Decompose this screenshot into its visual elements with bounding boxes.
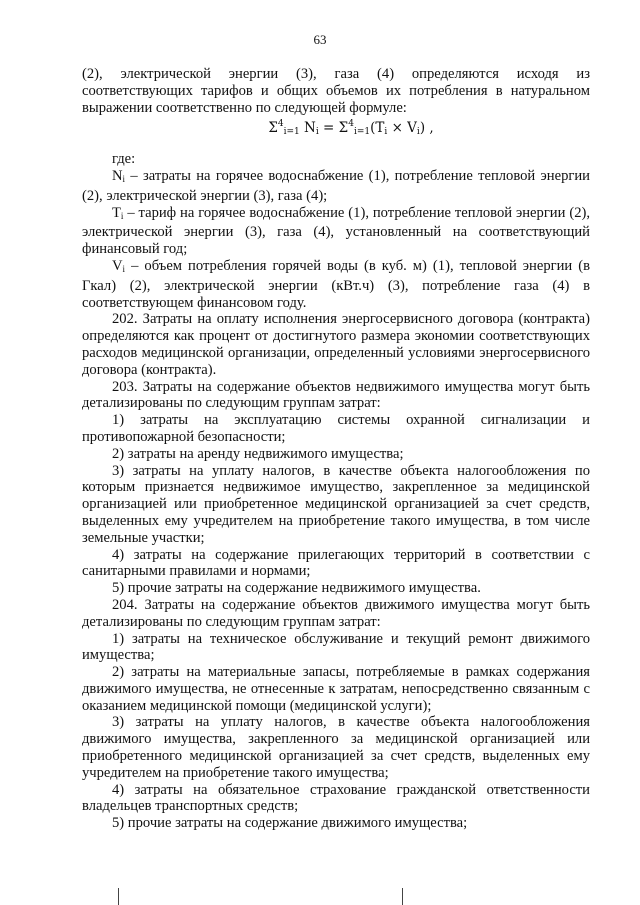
formula-lower-right: i=1 (353, 127, 371, 138)
def-n-idx: i (122, 173, 126, 184)
formula-n: N (304, 120, 316, 137)
paragraph-203-item-3: 3) затраты на уплату налогов, в качестве объекта налогообложения по которым признается недвижимое имущество, закрепленное за медицинской организацией или приобретенное медицинской организацией за счет средств, выделенных ему учредителем на приобретение такого имущества, в том числе земельные участки; (82, 462, 590, 546)
formula-open: (T (370, 120, 385, 137)
paragraph-203-item-4: 4) затраты на содержание прилегающих территорий в соответствии с санитарными правилами и нормами; (82, 546, 590, 580)
paragraph-204: 204. Затраты на содержание объектов движимого имущества могут быть детализированы по следующим группам затрат: (82, 596, 590, 630)
paragraph-204-item-4: 4) затраты на обязательное страхование гражданской ответственности владельцев транспортных средств; (82, 781, 590, 815)
def-t-var: T (112, 204, 121, 221)
paragraph-203-item-2: 2) затраты на аренду недвижимого имущества; (112, 445, 404, 462)
scan-edge-mark-left (118, 888, 119, 905)
paragraph-204-item-1: 1) затраты на техническое обслуживание и текущий ремонт движимого имущества; (82, 630, 590, 664)
formula-v: V (407, 120, 417, 137)
def-n-var: N (112, 167, 123, 184)
formula (82, 116, 590, 141)
paragraph-203-item-1: 1) затраты на эксплуатацию системы охранной сигнализации и противопожарной безопасности; (82, 412, 590, 445)
page-number: 63 (313, 32, 327, 47)
formula-t-idx: i (384, 127, 388, 138)
formula-upper-left: 4 (277, 119, 284, 130)
def-t-text: – тариф на горячее водоснабжение (1), потребление тепловой энергии (2), электрической энергии (3), газа (4), установленный на соответствующий финансовый год; (82, 204, 590, 258)
paragraph-202: 202. Затраты на оплату исполнения энергосервисного договора (контракта) определяются как процент от достигнутого размера экономии соответствующих расходов медицинской организации, определенный условиями энергосервисного договора (контракта). (82, 311, 590, 378)
formula-sigma-right: Σ (338, 120, 349, 137)
scan-edge-mark-right (402, 888, 403, 905)
definition-n (82, 168, 590, 205)
definition-v (82, 258, 590, 311)
paragraph-204-item-5: 5) прочие затраты на содержание движимого имущества; (112, 815, 468, 832)
formula-eq: = (323, 120, 335, 137)
definition-t (82, 205, 590, 258)
formula-times: × (391, 120, 403, 137)
def-v-var: V (112, 257, 123, 274)
formula-v-idx: i (416, 127, 420, 138)
formula-n-idx: i (315, 127, 319, 138)
formula-sigma-left: Σ (268, 120, 278, 137)
paragraph-204-item-2: 2) затраты на материальные запасы, потребляемые в рамках содержания движимого имущества, не отнесенные к затратам, непосредственно связанным с оказанием медицинской помощи (медицинской услуги); (82, 664, 590, 714)
formula-close: ) (419, 120, 426, 137)
formula-upper-right: 4 (348, 119, 354, 130)
paragraph-204-item-3: 3) затраты на уплату налогов, в качестве объекта налогообложения движимого имущества, закрепленного за медицинской организацией или приобретенного медицинской организацией за счет средств, выделенных ему учредителем на приобретение такого имущества; (82, 714, 590, 781)
def-v-idx: i (122, 263, 126, 274)
formula-lower-left: i=1 (283, 127, 300, 138)
document-body (82, 66, 590, 832)
def-n-text: – затраты на горячее водоснабжение (1), потребление тепловой энергии (2), электрической энергии (3), газа (4); (82, 167, 590, 204)
def-t-idx: i (120, 210, 124, 221)
paragraph-intro: (2), электрической энергии (3), газа (4) определяются исходя из соответствующих тарифов и общих объемов их потребления в натуральном выражении соответственно по следующей формуле: (82, 66, 590, 116)
paragraph-203: 203. Затраты на содержание объектов недвижимого имущества могут быть детализированы по следующим группам затрат: (82, 378, 590, 412)
paragraph-203-item-5: 5) прочие затраты на содержание недвижимого имущества. (112, 580, 481, 597)
paragraph-where: где: (112, 151, 136, 168)
formula-trail: , (429, 120, 434, 137)
def-v-text: – объем потребления горячей воды (в куб. м) (1), тепловой энергии (в Гкал) (2), электрической энергии (кВт.ч) (3), потребление газа (4) в соответствующем финансовом году. (82, 257, 590, 311)
